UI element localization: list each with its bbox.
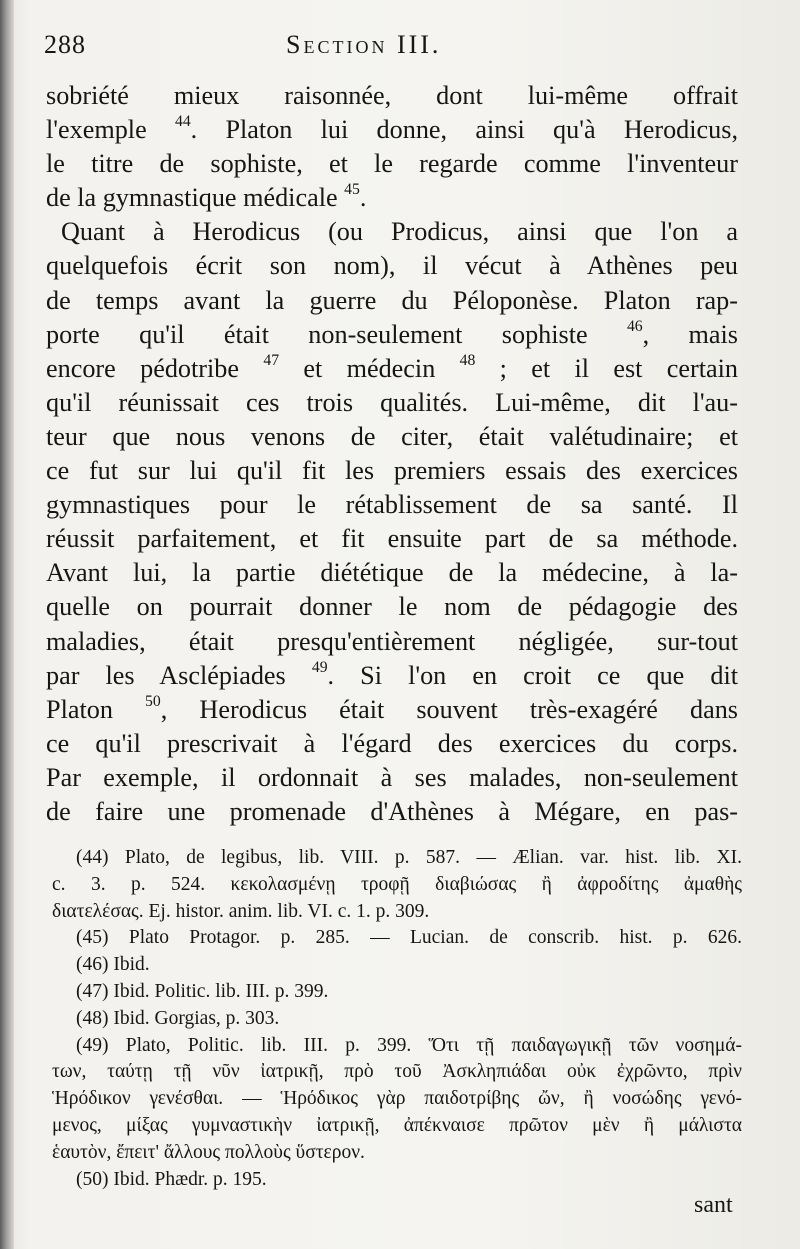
page-header xyxy=(44,30,744,70)
footnote-line: (47) Ibid. Politic. lib. III. p. 399. xyxy=(76,980,329,1002)
text-line: réussit parfaitement, et fit ensuite part de sa méthode. xyxy=(46,524,738,554)
text-line: Par exemple, il ordonnait à ses malades, non-seulement xyxy=(46,762,738,792)
footnote-line: ἑαυτὸν, ἔπειτ' ἄλλους πολλοὺς ὕστερον. xyxy=(52,1141,365,1163)
text-line: qu'il réunissait ces trois qualités. Lui-même, dit l'au- xyxy=(46,387,738,417)
catchword: sant xyxy=(694,1192,733,1218)
text-line: par les Asclépiades $^{49}$. Si l'on en croit ce que dit xyxy=(46,658,739,690)
text-line: Platon $^{50}$, Herodicus était souvent très-exagéré dans xyxy=(46,692,738,724)
footnote-line: (45) Plato Protagor. p. 285. — Lucian. de conscrib. hist. p. 626. xyxy=(76,927,742,949)
footnote-line: των, ταύτῃ τῇ νῦν ἰατρικῇ, πρὸ τοῦ Ἀσκληπιάδαι οὐκ ἐχρῶντο, πρὶν xyxy=(52,1061,742,1083)
text-line: le titre de sophiste, et le regarde comme l'inventeur xyxy=(46,149,738,179)
footnote-ref: 46 xyxy=(626,317,643,335)
text-line: ce qu'il prescrivait à l'égard des exercices du corps. xyxy=(46,728,738,758)
running-head: Section III. xyxy=(286,30,442,59)
text-line: l'exemple $^{44}$. Platon lui donne, ainsi qu'à Herodicus, xyxy=(46,113,738,145)
footnote-line: (49) Plato, Politic. lib. III. p. 399. Ὅτι τῇ παιδαγωγικῇ τῶν νοσημά- xyxy=(76,1034,742,1056)
text-line: teur que nous venons de citer, était valétudinaire; et xyxy=(46,421,738,451)
text-line: encore pédotribe $^{47}$ et médecin $^{48}$ ; et il est certain xyxy=(46,351,739,383)
footnote-ref: 44 xyxy=(174,113,191,131)
text-line: quelle on pourrait donner le nom de pédagogie des xyxy=(46,592,738,622)
footnote-ref: 49 xyxy=(311,658,328,676)
text-line: sobriété mieux raisonnée, dont lui-même offrait xyxy=(46,81,738,110)
page-gutter-shadow xyxy=(0,0,14,1249)
text-line: de temps avant la guerre du Péloponèse. Platon rap- xyxy=(46,285,738,315)
footnote-line: c. 3. p. 524. κεκολασμένῃ τροφῇ διαβιώσας ἢ ἀφροδίτης ἀμαθὴς xyxy=(52,873,742,895)
text-line: de faire une promenade d'Athènes à Mégare, en pas- xyxy=(46,796,738,826)
text-line: gymnastiques pour le rétablissement de sa santé. Il xyxy=(46,490,738,520)
text-line: de la gymnastique médicale $^{45}$. xyxy=(46,181,367,213)
page-number: 288 xyxy=(44,30,86,59)
footnote-line: διατελέσας. Ej. histor. anim. lib. VI. c. 1. p. 309. xyxy=(52,900,430,922)
text-line: ce fut sur lui qu'il fit les premiers essais des exercices xyxy=(46,456,738,486)
footnote-line: (44) Plato, de legibus, lib. VIII. p. 587. — Ælian. var. hist. lib. XI. xyxy=(76,847,742,868)
footnote-ref: 47 xyxy=(263,351,280,369)
footnote-ref: 48 xyxy=(459,351,476,369)
footnote-line: μενος, μίξας γυμναστικὴν ἰατρικῇ, ἀπέκναισε πρῶτον μὲν ἢ μάλιστα xyxy=(52,1114,742,1136)
footnotes xyxy=(52,845,742,1193)
text-line: Avant lui, la partie diététique de la médecine, à la- xyxy=(46,558,738,588)
text-line: Quant à Herodicus (ou Prodicus, ainsi que l'on a xyxy=(61,217,738,247)
text-line: quelquefois écrit son nom), il vécut à Athènes peu xyxy=(46,251,738,281)
footnote-ref: 50 xyxy=(145,692,161,710)
footnote-line: (46) Ibid. xyxy=(76,954,150,976)
footnote-ref: 45 xyxy=(344,181,360,199)
main-text xyxy=(46,79,738,829)
text-line: porte qu'il était non-seulement sophiste $^{46}$, mais xyxy=(46,317,738,349)
footnote-line: Ἡρόδικον γενέσθαι. — Ἡρόδικος γὰρ παιδοτρίβης ὤν, ἢ νοσώδης γενό- xyxy=(52,1088,742,1110)
footnote-line: (48) Ibid. Gorgias, p. 303. xyxy=(76,1007,280,1029)
footnote-line: (50) Ibid. Phædr. p. 195. xyxy=(76,1168,267,1190)
text-line: maladies, était presqu'entièrement négligée, sur-tout xyxy=(46,626,738,656)
